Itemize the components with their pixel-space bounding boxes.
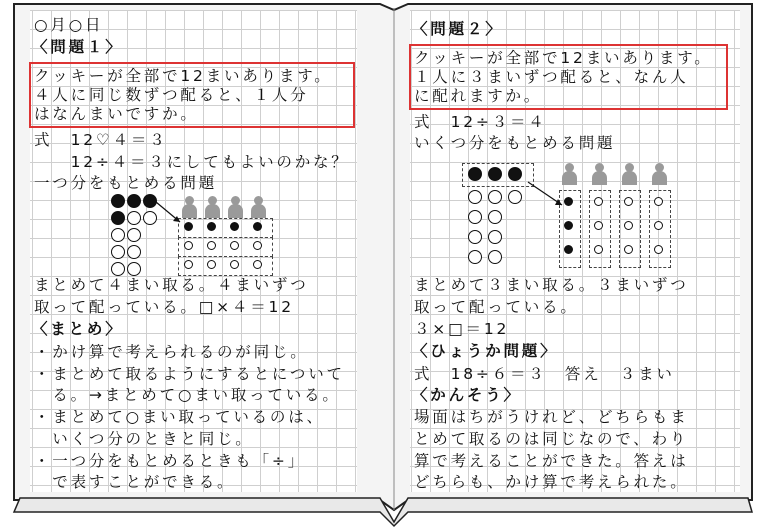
problem1-line: ４人に同じ数ずつ配ると、１人分 xyxy=(34,86,309,104)
topic-heading: 一つ分をもとめる問題 xyxy=(34,174,218,192)
person-icon xyxy=(622,163,637,185)
problem2-line: １人に３まいずつ配ると、なん人 xyxy=(414,68,689,86)
cookie-dot xyxy=(207,260,216,269)
impression-line: どちらも、かけ算で考えられた。 xyxy=(414,473,689,491)
cookie-dot xyxy=(564,245,573,254)
question: 12÷４＝３にしてもよいのかな？ xyxy=(34,153,350,171)
cookie-dot xyxy=(127,228,141,242)
summary-line: る。→まとめて○まい取っている。 xyxy=(34,386,341,404)
explanation-line: まとめて４まい取る。４まいずつ xyxy=(34,276,309,294)
cookie-dot xyxy=(127,262,141,276)
cookie-dot xyxy=(111,194,125,208)
arrow-icon xyxy=(30,10,31,11)
cookie-dot xyxy=(253,241,262,250)
cookie-dot xyxy=(594,197,603,206)
date-label: ○月○日 xyxy=(34,16,104,34)
summary-line: ・まとめて○まい取っているのは、 xyxy=(34,408,325,426)
summary-line: いくつ分のときと同じ。 xyxy=(34,430,254,448)
cookie-dot xyxy=(564,197,573,206)
person-icon xyxy=(182,196,197,218)
cookie-dot xyxy=(468,210,482,224)
impression-line: 算で考えることができた。答えは xyxy=(414,452,689,470)
person-icon xyxy=(205,196,220,218)
person-icon xyxy=(228,196,243,218)
formula: 式 12÷３＝４ xyxy=(414,113,547,131)
summary-title: 〈まとめ〉 xyxy=(32,320,124,338)
cookie-dot xyxy=(184,241,193,250)
explanation-line: まとめて３まい取る。３まいずつ xyxy=(414,276,689,294)
arrow-icon xyxy=(410,10,411,11)
cookie-dot xyxy=(488,210,502,224)
cookie-dot xyxy=(253,260,262,269)
summary-line: ・かけ算で考えられるのが同じ。 xyxy=(34,343,309,361)
cookie-dot xyxy=(488,167,502,181)
cookie-dot xyxy=(207,222,216,231)
problem2-line: クッキーが全部で12まいあります。 xyxy=(414,49,713,67)
summary-line: ・まとめて取るようにするとについて xyxy=(34,365,345,383)
summary-line: ・一つ分をもとめるときも「÷」 xyxy=(34,452,306,470)
explanation-line: 取って配っている。□×４＝12 xyxy=(34,298,294,316)
right-page xyxy=(410,10,740,492)
cookie-dot xyxy=(508,167,522,181)
cookie-dot xyxy=(624,197,633,206)
cookie-dot xyxy=(143,211,157,225)
cookie-dot xyxy=(488,230,502,244)
cookie-dot xyxy=(564,221,573,230)
problem2-line: に配れますか。 xyxy=(414,87,543,105)
cookie-dot xyxy=(624,221,633,230)
person-icon xyxy=(562,163,577,185)
cookie-dot xyxy=(207,241,216,250)
explanation-line: ３×□＝12 xyxy=(414,320,510,338)
cookie-dot xyxy=(111,228,125,242)
impression-line: 場面はちがうけれど、どちらもま xyxy=(414,408,689,426)
left-page xyxy=(30,10,357,492)
cookie-dot xyxy=(468,190,482,204)
practice-line: 式 18÷６＝３ 答え ３まい xyxy=(414,365,675,383)
cookie-dot xyxy=(594,221,603,230)
cookie-dot xyxy=(654,245,663,254)
cookie-dot xyxy=(488,190,502,204)
cookie-dot xyxy=(184,260,193,269)
cookie-dot xyxy=(468,250,482,264)
impression-title: 〈かんそう〉 xyxy=(412,386,522,404)
cookie-dot xyxy=(127,211,141,225)
problem1-title: 〈問題１〉 xyxy=(32,38,124,56)
summary-line: で表すことができる。 xyxy=(34,473,236,491)
practice-title: 〈ひょうか問題〉 xyxy=(412,342,559,360)
cookie-dot xyxy=(230,260,239,269)
cookie-dot xyxy=(654,197,663,206)
cookie-dot xyxy=(111,262,125,276)
cookie-dot xyxy=(468,230,482,244)
impression-line: とめて取るのは同じなので、わり xyxy=(414,430,689,448)
formula: 式 12♡４＝３ xyxy=(34,131,168,149)
problem1-line: はなんまいですか。 xyxy=(34,105,199,123)
problem2-title: 〈問題２〉 xyxy=(412,20,504,38)
cookie-dot xyxy=(111,211,125,225)
cookie-dot xyxy=(230,241,239,250)
cookie-dot xyxy=(127,194,141,208)
cookie-dot xyxy=(253,222,262,231)
cookie-dot xyxy=(111,245,125,259)
cookie-dot xyxy=(508,190,522,204)
cookie-dot xyxy=(488,250,502,264)
cookie-dot xyxy=(143,194,157,208)
person-icon xyxy=(592,163,607,185)
person-icon xyxy=(652,163,667,185)
cookie-dot xyxy=(184,222,193,231)
explanation-line: 取って配っている。 xyxy=(414,298,579,316)
cookie-dot xyxy=(654,221,663,230)
cookie-dot xyxy=(468,167,482,181)
topic-heading: いくつ分をもとめる問題 xyxy=(414,134,616,152)
cookie-dot xyxy=(127,245,141,259)
cookie-dot xyxy=(624,245,633,254)
problem1-line: クッキーが全部で12まいあります。 xyxy=(34,67,333,85)
cookie-dot xyxy=(594,245,603,254)
cookie-dot xyxy=(230,222,239,231)
person-icon xyxy=(251,196,266,218)
